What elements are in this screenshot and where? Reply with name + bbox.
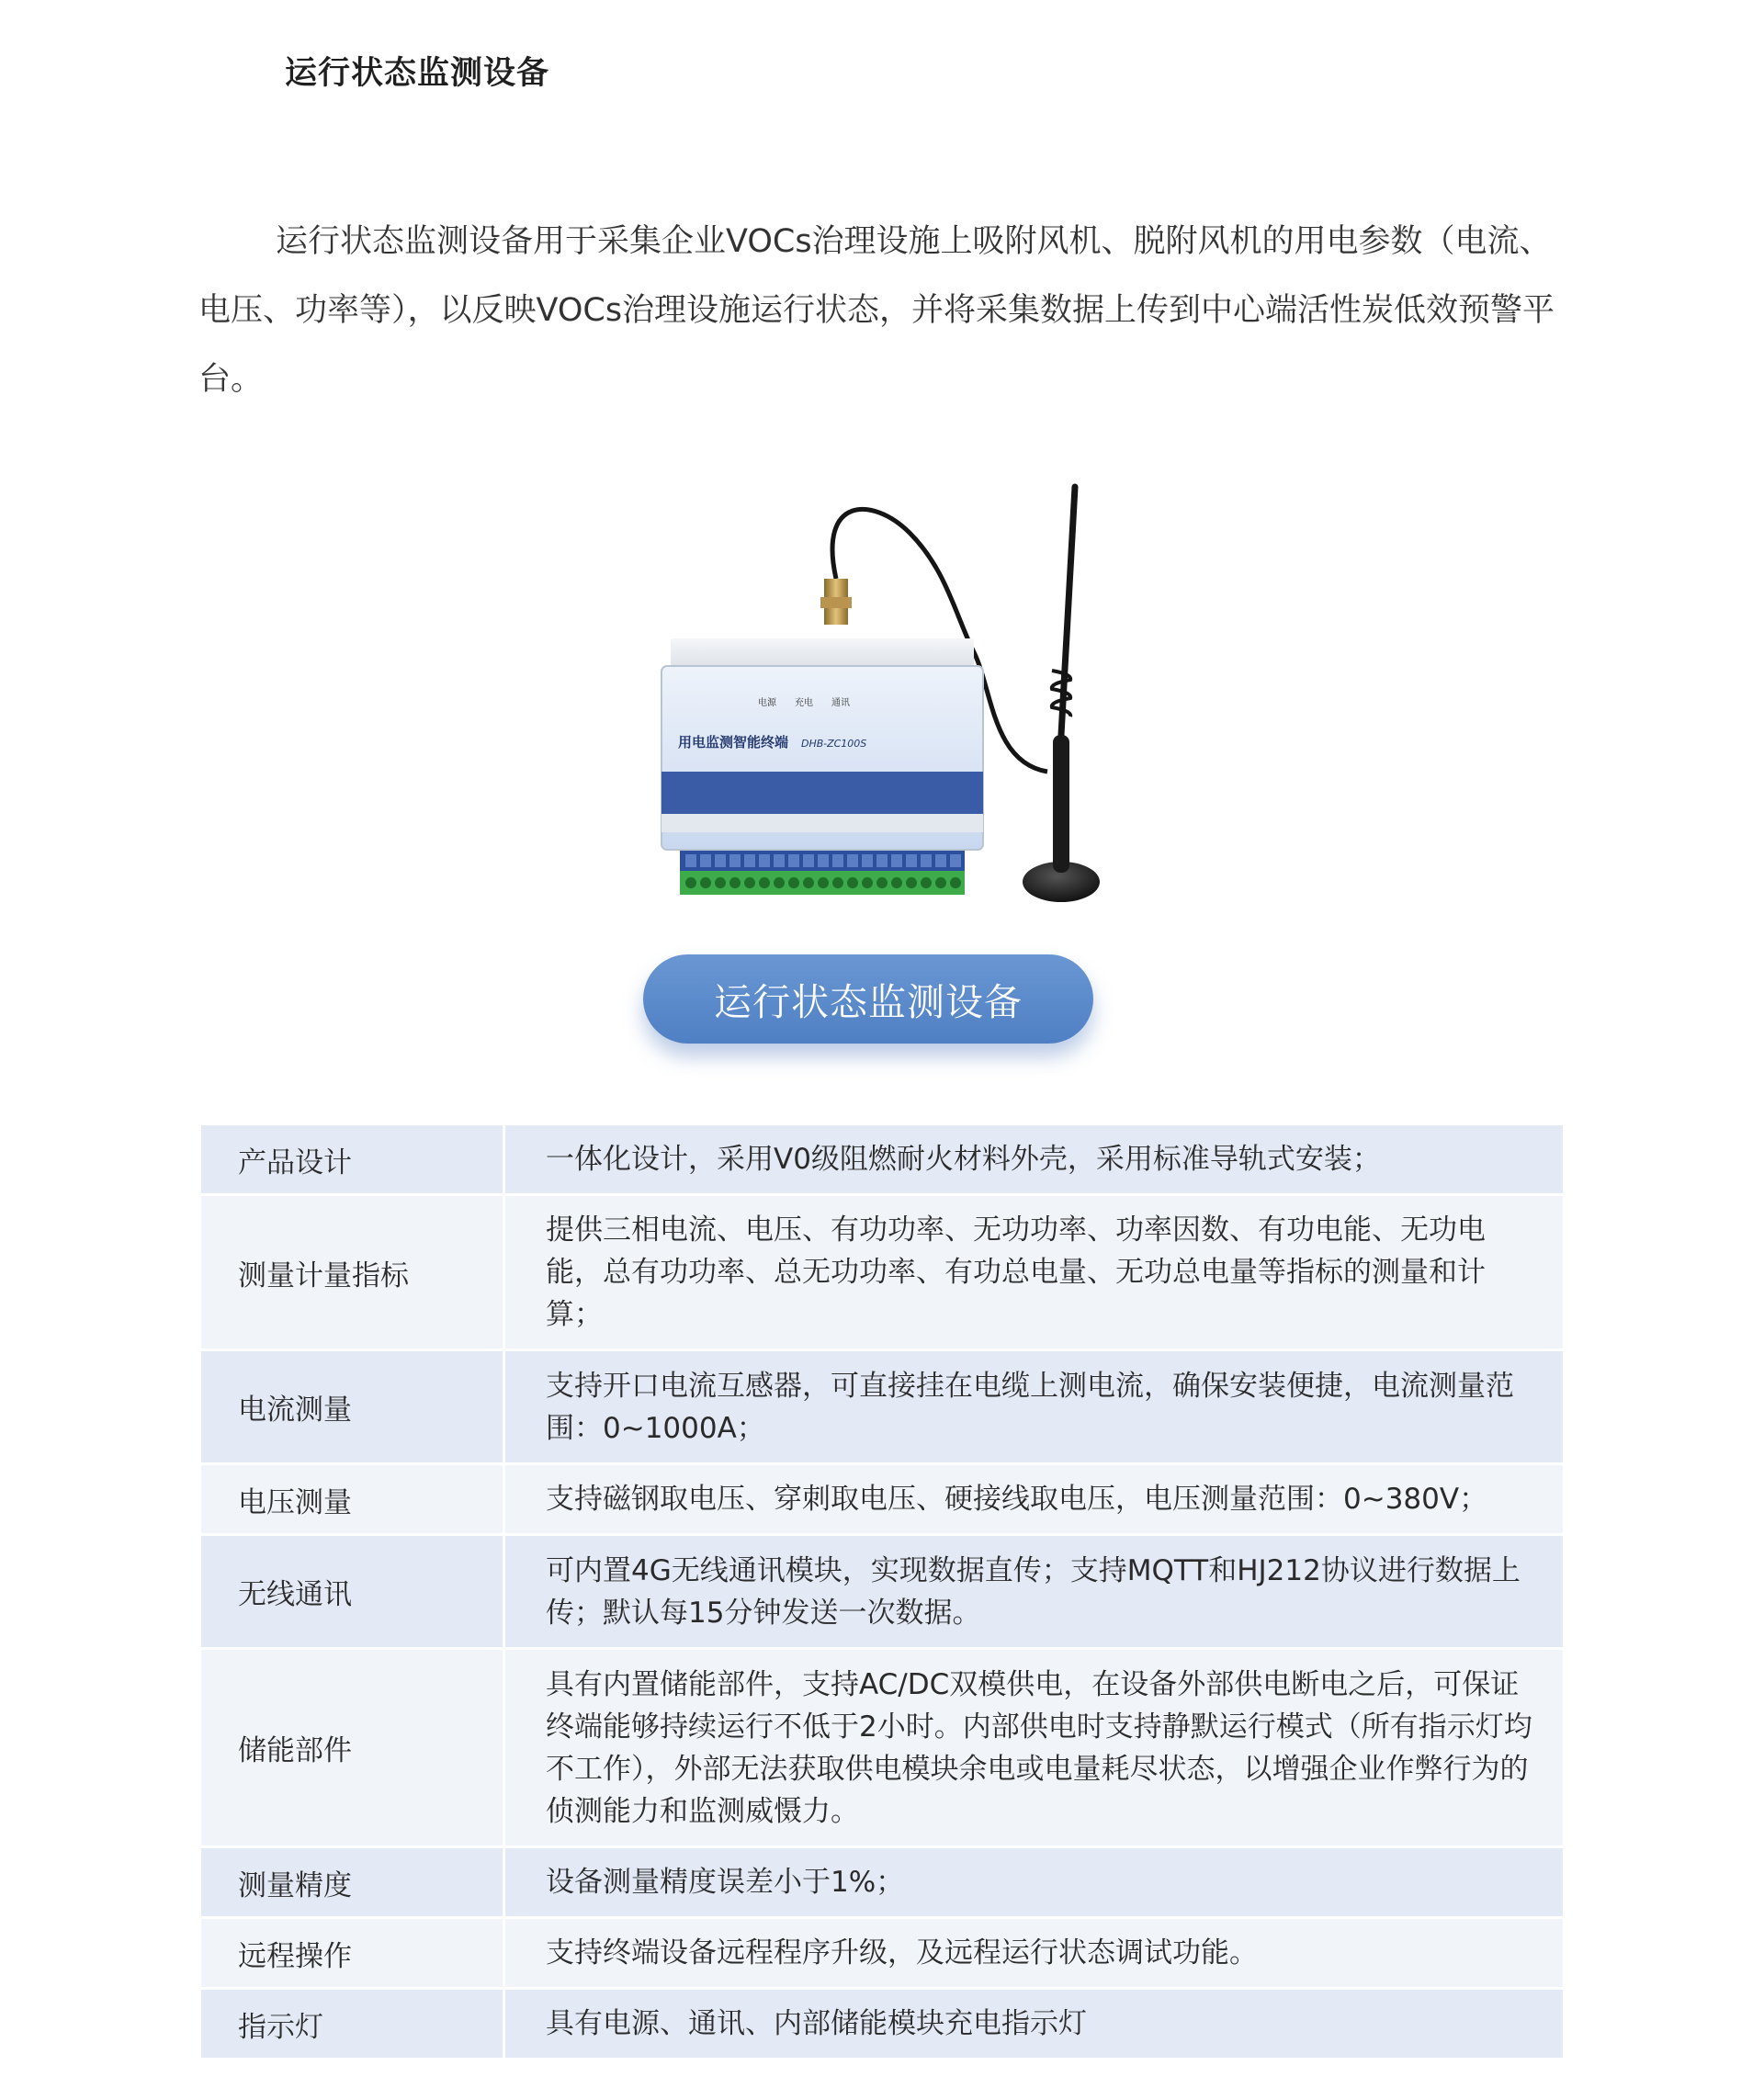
spec-name: 远程操作 — [200, 1918, 504, 1989]
page-title: 运行状态监测设备 — [285, 55, 550, 92]
table-row — [200, 1195, 1565, 1350]
table-row — [200, 1847, 1565, 1918]
spec-value: 支持开口电流互感器，可直接挂在电缆上测电流，确保安装便捷，电流测量范围：0~1000A； — [504, 1350, 1565, 1464]
intro-paragraph: 运行状态监测设备用于采集企业VOCs治理设施上吸附风机、脱附风机的用电参数（电流、电压、功率等），以反映VOCs治理设施运行状态，并将采集数据上传到中心端活性炭低效预警平台。 — [198, 223, 1555, 398]
spec-value: 支持终端设备远程程序升级，及远程运行状态调试功能。 — [504, 1918, 1565, 1989]
spec-value: 一体化设计，采用V0级阻燃耐火材料外壳，采用标准导轨式安装； — [504, 1124, 1565, 1195]
spec-name: 指示灯 — [200, 1989, 504, 2060]
svg-text:充电: 充电 — [795, 698, 813, 708]
table-row — [200, 1535, 1565, 1649]
spec-name: 产品设计 — [200, 1124, 504, 1195]
table-row — [200, 1464, 1565, 1535]
svg-text:通讯: 通讯 — [831, 698, 850, 708]
table-row — [200, 1918, 1565, 1989]
spec-value: 具有电源、通讯、内部储能模块充电指示灯 — [504, 1989, 1565, 2060]
svg-text:用电监测智能终端: 用电监测智能终端 — [678, 734, 789, 751]
svg-text:DHB-ZC100S: DHB-ZC100S — [801, 738, 867, 750]
device-caption-button: 运行状态监测设备 — [643, 954, 1093, 1044]
spec-value: 设备测量精度误差小于1%； — [504, 1847, 1565, 1918]
svg-text:电源: 电源 — [758, 698, 776, 708]
spec-name: 储能部件 — [200, 1649, 504, 1847]
spec-name: 电流测量 — [200, 1350, 504, 1464]
table-row — [200, 1649, 1565, 1847]
spec-value: 可内置4G无线通讯模块，实现数据直传；支持MQTT和HJ212协议进行数据上传；默认每15分钟发送一次数据。 — [504, 1535, 1565, 1649]
table-row — [200, 1350, 1565, 1464]
table-row — [200, 1124, 1565, 1195]
device-photo — [643, 459, 1102, 937]
spec-name: 电压测量 — [200, 1464, 504, 1535]
spec-value: 具有内置储能部件，支持AC/DC双模供电，在设备外部供电断电之后，可保证终端能够持续运行不低于2小时。内部供电时支持静默运行模式（所有指示灯均不工作），外部无法获取供电模块余电或电量耗尽状态，以增强企业作弊行为的侦测能力和监测威慑力。 — [504, 1649, 1565, 1847]
table-row — [200, 1989, 1565, 2060]
spec-table — [198, 1123, 1566, 2060]
spec-name: 测量精度 — [200, 1847, 504, 1918]
spec-name: 测量计量指标 — [200, 1195, 504, 1350]
spec-value: 提供三相电流、电压、有功功率、无功功率、功率因数、有功电能、无功电能，总有功功率、总无功功率、有功总电量、无功总电量等指标的测量和计算； — [504, 1195, 1565, 1350]
spec-name: 无线通讯 — [200, 1535, 504, 1649]
spec-value: 支持磁钢取电压、穿刺取电压、硬接线取电压，电压测量范围：0~380V； — [504, 1464, 1565, 1535]
